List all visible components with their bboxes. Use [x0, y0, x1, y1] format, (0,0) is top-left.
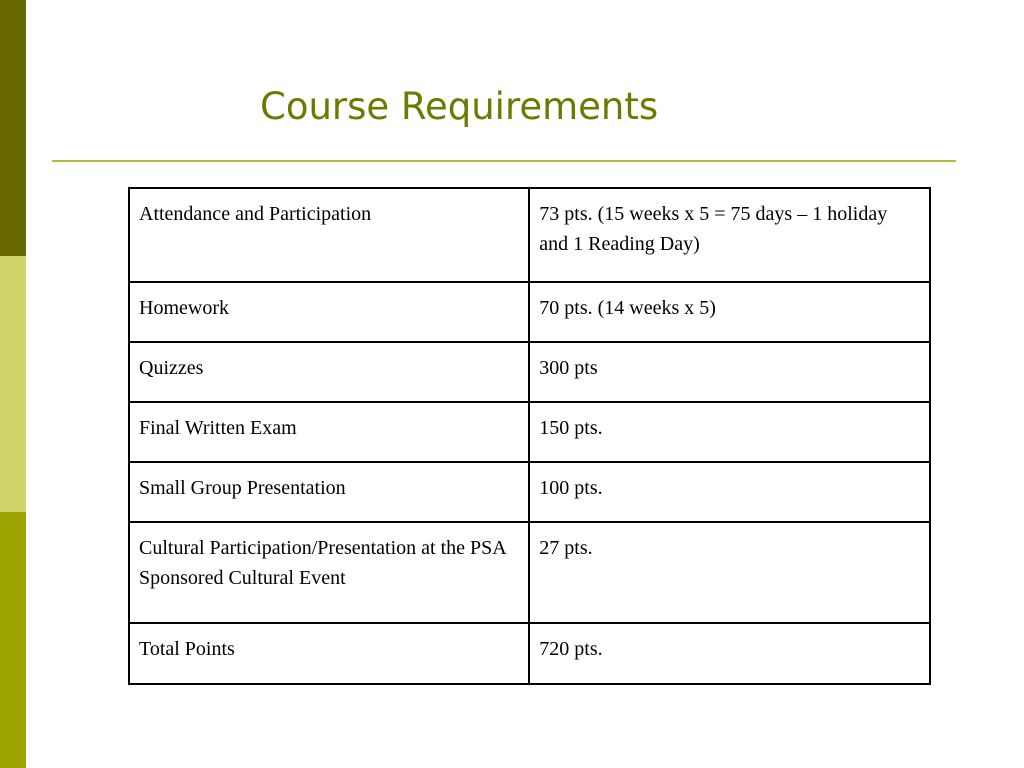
requirement-points-cell: 73 pts. (15 weeks x 5 = 75 days – 1 holiday and 1 Reading Day)	[529, 188, 930, 282]
table-row	[129, 522, 930, 623]
requirement-item-cell: Final Written Exam	[129, 402, 529, 462]
table-row	[129, 188, 930, 282]
requirement-points-cell: 300 pts	[529, 342, 930, 402]
requirement-item-cell: Cultural Participation/Presentation at the PSA Sponsored Cultural Event	[129, 522, 529, 623]
table-row	[129, 342, 930, 402]
requirement-points-cell: 27 pts.	[529, 522, 930, 623]
requirement-points-cell: 70 pts. (14 weeks x 5)	[529, 282, 930, 342]
requirement-points-cell: 150 pts.	[529, 402, 930, 462]
requirement-item-cell: Small Group Presentation	[129, 462, 529, 522]
slide-title: Course Requirements	[260, 85, 659, 128]
total-label-cell: Total Points	[129, 623, 529, 684]
requirement-item-cell: Quizzes	[129, 342, 529, 402]
table-row	[129, 623, 930, 684]
side-bar-top-segment	[0, 0, 26, 256]
side-bar-middle-segment	[0, 256, 26, 512]
requirement-item-cell: Attendance and Participation	[129, 188, 529, 282]
total-points-cell: 720 pts.	[529, 623, 930, 684]
table-row	[129, 282, 930, 342]
side-bar-bottom-segment	[0, 512, 26, 768]
requirement-points-cell: 100 pts.	[529, 462, 930, 522]
table-row	[129, 462, 930, 522]
requirement-item-cell: Homework	[129, 282, 529, 342]
table-row	[129, 402, 930, 462]
requirements-table	[128, 187, 931, 685]
title-divider	[52, 160, 956, 162]
side-accent-bar	[0, 0, 26, 768]
